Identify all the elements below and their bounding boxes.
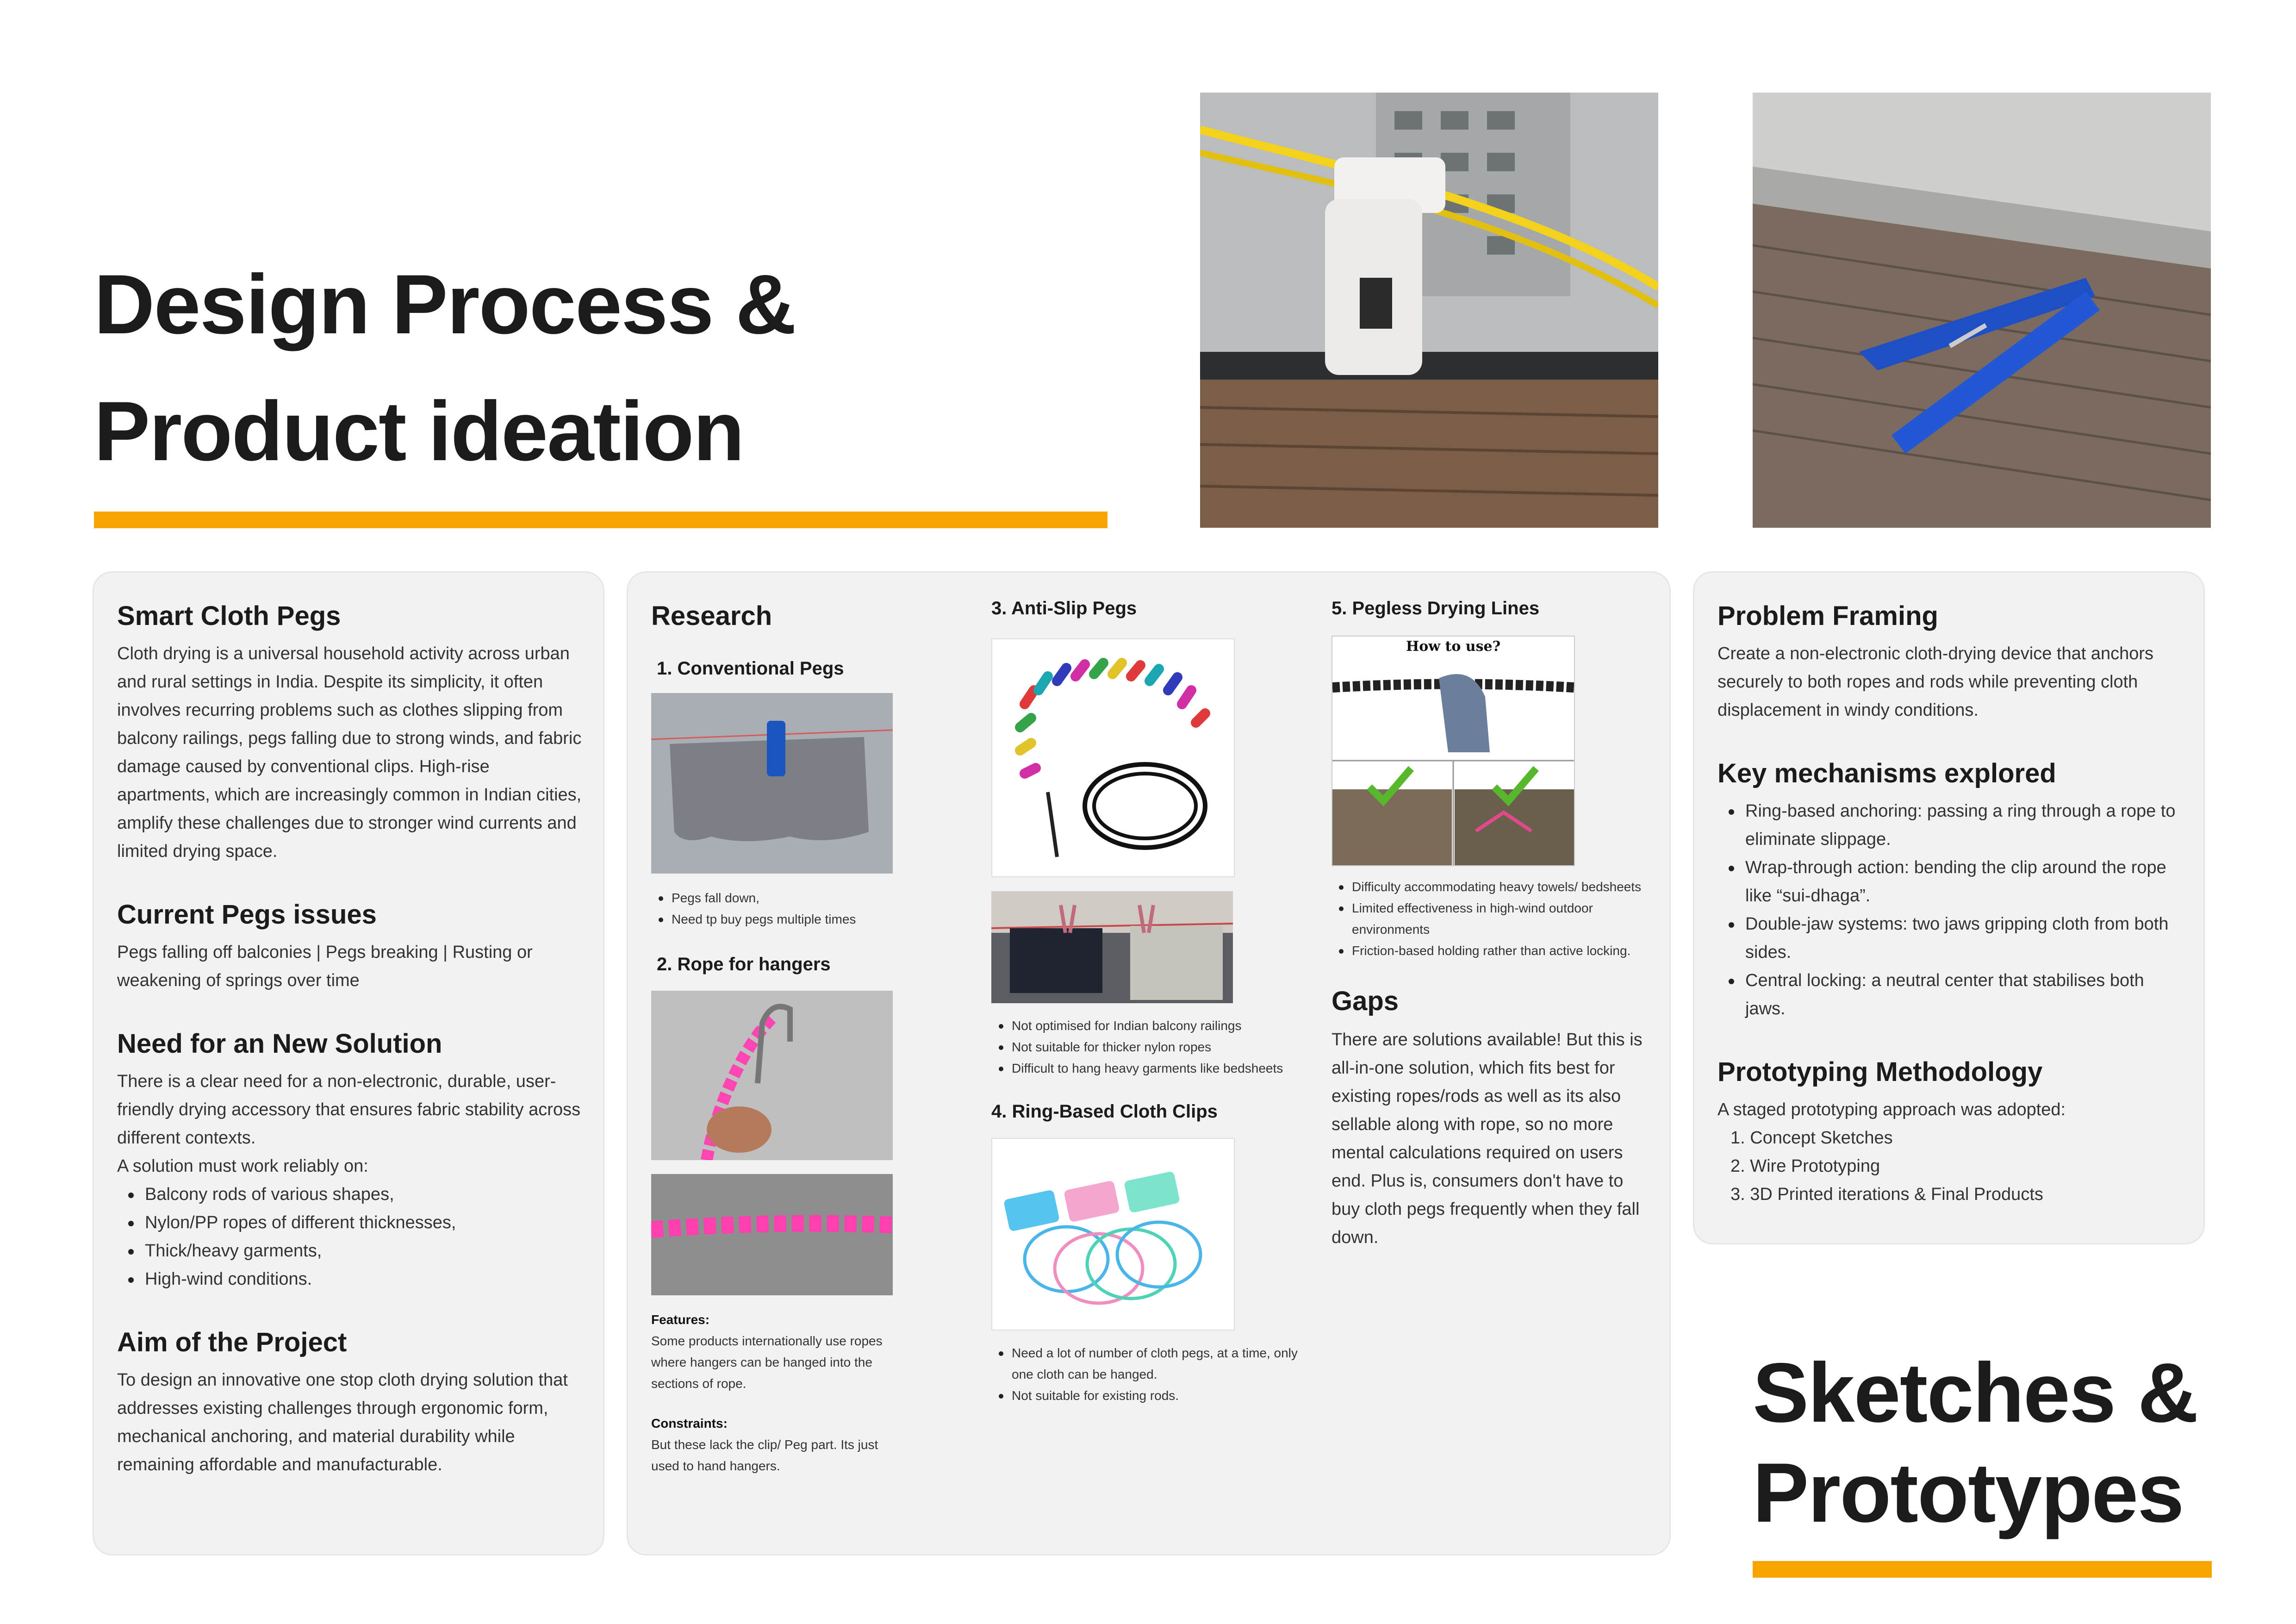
gaps-heading: Gaps	[1332, 986, 1399, 1016]
pegless-lines-caption: How to use?	[1406, 638, 1501, 655]
rope-constraints-text: But these lack the clip/ Peg part. Its just used to hand hangers.	[651, 1437, 878, 1473]
list-item: 3. 3D Printed iterations & Final Products	[1730, 1185, 2043, 1204]
prototyping-methodology-heading: Prototyping Methodology	[1717, 1057, 2043, 1087]
key-mechanisms-heading: Key mechanisms explored	[1717, 758, 2056, 788]
anti-slip-pegs-photo	[991, 638, 1235, 877]
list-item: High-wind conditions.	[117, 1265, 585, 1293]
aim-text: To design an innovative one stop cloth drying solution that addresses existing challenges through ergonomic form, mechanical anchoring, and material durability while remaining affordable and manufacturable.	[117, 1370, 568, 1474]
problem-framing-card	[1693, 571, 2205, 1244]
problem-framing-text: Create a non-electronic cloth-drying device that anchors securely to both ropes and rods while preventing cloth displacement in windy conditions.	[1717, 644, 2154, 720]
blue-clothespin-on-ledge-photo	[1753, 93, 2211, 528]
list-item: Not suitable for thicker nylon ropes	[991, 1037, 1306, 1058]
conventional-peg-photo	[651, 693, 893, 874]
need-solution-intro: A solution must work reliably on:	[117, 1156, 368, 1176]
title-underline	[94, 512, 1108, 528]
rope-hook-photo	[651, 991, 893, 1160]
need-solution-text: There is a clear need for a non-electronic, durable, user-friendly drying accessory that ensures fabric stability across different contexts.	[117, 1072, 581, 1148]
need-solution-list	[117, 1181, 585, 1293]
list-item: Need a lot of number of cloth pegs, at a time, only one cloth can be hanged.	[991, 1343, 1306, 1385]
rope-for-hangers-heading: 2. Rope for hangers	[657, 954, 831, 974]
smart-cloth-pegs-text: Cloth drying is a universal household activity across urban and rural settings in India. Despite its simplicity, it often involves recurring problems such as clothes slipping from balcony railings, pegs falling due to strong winds, and fabric damage caused by conventional clips. High-rise apartments, which are increasingly common in Indian cities, amplify these challenges due to stronger wind currents and limited drying space.	[117, 644, 582, 861]
problem-framing-heading: Problem Framing	[1717, 601, 1938, 631]
rope-features-label: Features:	[651, 1312, 710, 1327]
intro-card	[93, 571, 604, 1555]
list-item: Friction-based holding rather than active locking.	[1332, 940, 1646, 962]
pegless-lines-list	[1332, 876, 1646, 962]
list-item: 2. Wire Prototyping	[1730, 1156, 1880, 1176]
research-heading: Research	[651, 601, 772, 631]
page-title-line-1: Design Process &	[94, 257, 796, 351]
list-item: Double-jaw systems: two jaws gripping cloth from both sides.	[1717, 910, 2185, 967]
sketches-title-line-2: Prototypes	[1753, 1445, 2184, 1540]
white-clip-on-yellow-rope-photo	[1200, 93, 1658, 528]
sketches-underline	[1753, 1561, 2212, 1578]
current-pegs-issues-heading: Current Pegs issues	[117, 899, 377, 930]
list-item: Need tp buy pegs multiple times	[651, 909, 901, 930]
conventional-pegs-list	[651, 887, 901, 930]
sketches-title-line-1: Sketches &	[1753, 1345, 2198, 1440]
list-item: Ring-based anchoring: passing a ring through a rope to eliminate slippage.	[1717, 797, 2185, 854]
conventional-pegs-heading: 1. Conventional Pegs	[657, 658, 844, 679]
page-title-line-2: Product ideation	[94, 384, 744, 478]
pink-rope-photo	[651, 1174, 893, 1295]
list-item: 1. Concept Sketches	[1730, 1128, 1893, 1148]
list-item: Not optimised for Indian balcony railings	[991, 1015, 1306, 1037]
prototyping-steps-list	[1725, 1124, 2185, 1209]
anti-slip-pegs-in-use-photo	[991, 891, 1233, 1003]
page-title	[94, 241, 796, 494]
pegless-lines-photo	[1332, 636, 1575, 866]
list-item: Not suitable for existing rods.	[991, 1385, 1306, 1406]
list-item: Pegs fall down,	[651, 887, 901, 909]
anti-slip-pegs-heading: 3. Anti-Slip Pegs	[991, 598, 1137, 618]
anti-slip-pegs-list	[991, 1015, 1306, 1079]
need-solution-heading: Need for an New Solution	[117, 1029, 442, 1059]
list-item: Limited effectiveness in high-wind outdoor environments	[1332, 898, 1646, 940]
list-item: Wrap-through action: bending the clip around the rope like “sui-dhaga”.	[1717, 854, 2185, 910]
ring-clips-photo	[991, 1138, 1235, 1330]
ring-clips-heading: 4. Ring-Based Cloth Clips	[991, 1101, 1218, 1122]
list-item: Nylon/PP ropes of different thicknesses,	[117, 1209, 585, 1237]
current-pegs-issues-text: Pegs falling off balconies | Pegs breaking | Rusting or weakening of springs over time	[117, 943, 533, 990]
smart-cloth-pegs-heading: Smart Cloth Pegs	[117, 601, 341, 631]
prototyping-intro: A staged prototyping approach was adopted:	[1717, 1100, 2066, 1119]
list-item: Central locking: a neutral center that stabilises both jaws.	[1717, 967, 2185, 1023]
list-item: Thick/heavy garments,	[117, 1237, 585, 1265]
rope-constraints-label: Constraints:	[651, 1416, 728, 1430]
pegless-lines-heading: 5. Pegless Drying Lines	[1332, 598, 1540, 618]
research-card	[627, 571, 1671, 1555]
list-item: Difficulty accommodating heavy towels/ bedsheets	[1332, 876, 1646, 898]
list-item: Difficult to hang heavy garments like bedsheets	[991, 1058, 1306, 1079]
key-mechanisms-list	[1717, 797, 2185, 1023]
aim-heading: Aim of the Project	[117, 1327, 347, 1357]
ring-clips-list	[991, 1343, 1306, 1406]
list-item: Balcony rods of various shapes,	[117, 1181, 585, 1209]
gaps-text: There are solutions available! But this is all-in-one solution, which fits best for existing ropes/rods as well as its also sellable along with rope, so no more mental calculations required on users end. Plus is, consumers don't have to buy cloth pegs frequently when they fall down.	[1332, 1030, 1643, 1247]
rope-features-text: Some products internationally use ropes where hangers can be hanged into the sections of rope.	[651, 1334, 883, 1391]
sketches-prototypes-title	[1753, 1343, 2197, 1543]
